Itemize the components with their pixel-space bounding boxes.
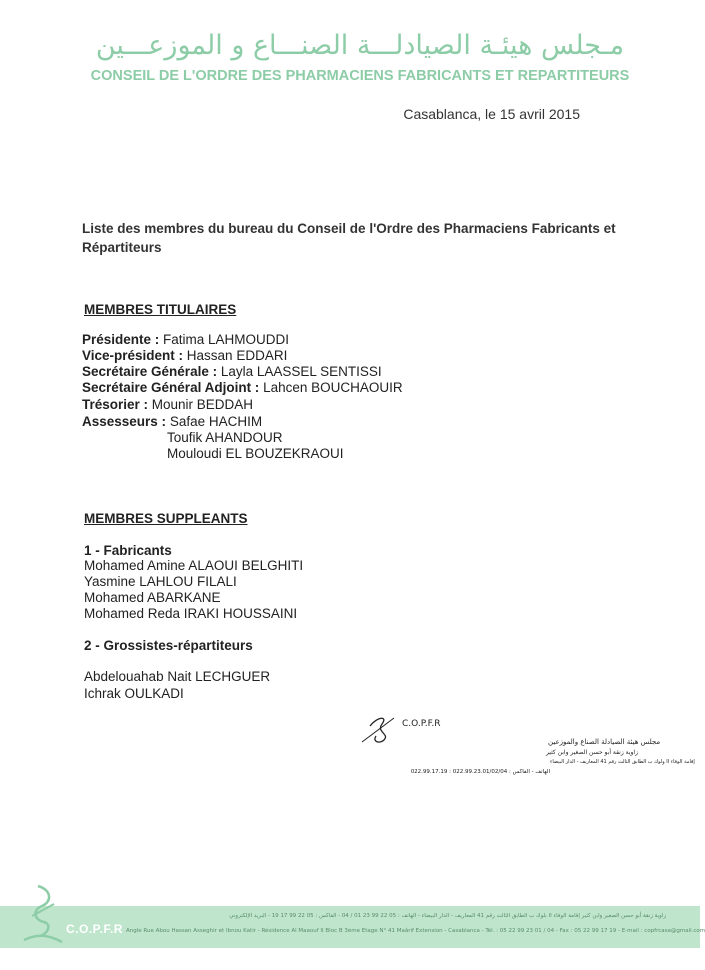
member-row bbox=[82, 380, 403, 395]
member-name: Layla LAASSEL SENTISSI bbox=[220, 364, 382, 379]
suppleants-heading: MEMBRES SUPPLEANTS bbox=[84, 511, 248, 526]
member-row bbox=[82, 414, 262, 429]
suppleant-name: Ichrak OULKADI bbox=[84, 686, 184, 701]
member-row bbox=[82, 348, 287, 363]
suppleant-name: Mohamed Amine ALAOUI BELGHITI bbox=[84, 558, 304, 573]
assesseur-name: Toufik AHANDOUR bbox=[167, 430, 283, 445]
member-name: Lahcen BOUCHAOUIR bbox=[263, 380, 403, 395]
suppleant-name: Yasmine LAHLOU FILALI bbox=[84, 574, 237, 589]
assesseur-name: Mouloudi EL BOUZEKRAOUI bbox=[167, 446, 344, 461]
arabic-org-name: مـجلس هيئـة الصيادلـــة الصنـــاع و الموزعـــين bbox=[95, 30, 625, 61]
group-title-grossistes: 2 - Grossistes-répartiteurs bbox=[84, 638, 253, 653]
suppleant-name: Mohamed ABARKANE bbox=[84, 590, 221, 605]
stamp-phones: 022.99.17.19 : الهاتف - الفاكس : 022.99.23.01/02/04 bbox=[410, 769, 550, 775]
member-row bbox=[82, 364, 382, 379]
member-role: Présidente : bbox=[82, 332, 164, 347]
member-row bbox=[82, 332, 289, 347]
copfr-logo-icon bbox=[18, 880, 68, 950]
member-name: Mounir BEDDAH bbox=[151, 397, 254, 412]
member-role: Assesseurs : bbox=[82, 414, 170, 429]
suppleant-name: Abdelouahab Nait LECHGUER bbox=[84, 669, 271, 684]
member-role: Vice-président : bbox=[82, 348, 187, 363]
member-name: Hassan EDDARI bbox=[186, 348, 288, 363]
member-name: Safae HACHIM bbox=[169, 414, 263, 429]
footer-arabic-address: زاوية زنقة أبو حسن الصغير وابن كثير إقامة الوفاء II بلوك ب الطابق الثالث رقم 41 المعاريف - الدار البيضاء - الهاتف : 05 22 99 23 01 / 04 - الفاكس : 05 22 99 17 19 - البريد الإلكتروني bbox=[229, 913, 666, 919]
footer-org-name: C.O.P.F.R bbox=[66, 922, 123, 936]
stamp-line-3: إقامة الوفاء II ولوك ب الطابق الثالث رقم 41 المعاريف - الدار البيضاء bbox=[550, 759, 695, 765]
member-role: Secrétaire Générale : bbox=[82, 364, 221, 379]
stamp-org: C.O.P.F.R bbox=[402, 719, 441, 729]
french-org-name: CONSEIL DE L'ORDRE DES PHARMACIENS FABRICANTS ET REPARTITEURS bbox=[90, 68, 630, 84]
member-role: Trésorier : bbox=[82, 397, 152, 412]
group-title-fabricants: 1 - Fabricants bbox=[84, 543, 172, 558]
footer-french-address: Angle Rue Abou Hassan Asseghir et Ibnou Katir - Résidence Al Maaouf II Bloc B 3ème Etage N° 41 Maârif Extension - Casablanca - Tél. : 05 22 99 23 01 / 04 - Fax : 05 22 99 17 19 - E-mail : copfrcasa@gmail.com bbox=[126, 928, 705, 934]
stamp-line-2: زاوية زنقة أبو حسن الصغير وابن كثير bbox=[546, 749, 638, 756]
titulaires-heading: MEMBRES TITULAIRES bbox=[84, 302, 237, 317]
member-row bbox=[82, 397, 253, 412]
suppleant-name: Mohamed Reda IRAKI HOUSSAINI bbox=[84, 606, 298, 621]
stamp-line-1: مجلس هيئة الصيادلة الصناع والموزعين bbox=[548, 738, 661, 746]
document-date: Casablanca, le 15 avril 2015 bbox=[403, 106, 580, 122]
member-role: Secrétaire Général Adjoint : bbox=[82, 380, 264, 395]
list-title: Liste des membres du bureau du Conseil de l'Ordre des Pharmaciens Fabricants et Répartiteurs bbox=[82, 221, 616, 255]
official-stamp bbox=[318, 712, 695, 782]
member-name: Fatima LAHMOUDDI bbox=[163, 332, 290, 347]
